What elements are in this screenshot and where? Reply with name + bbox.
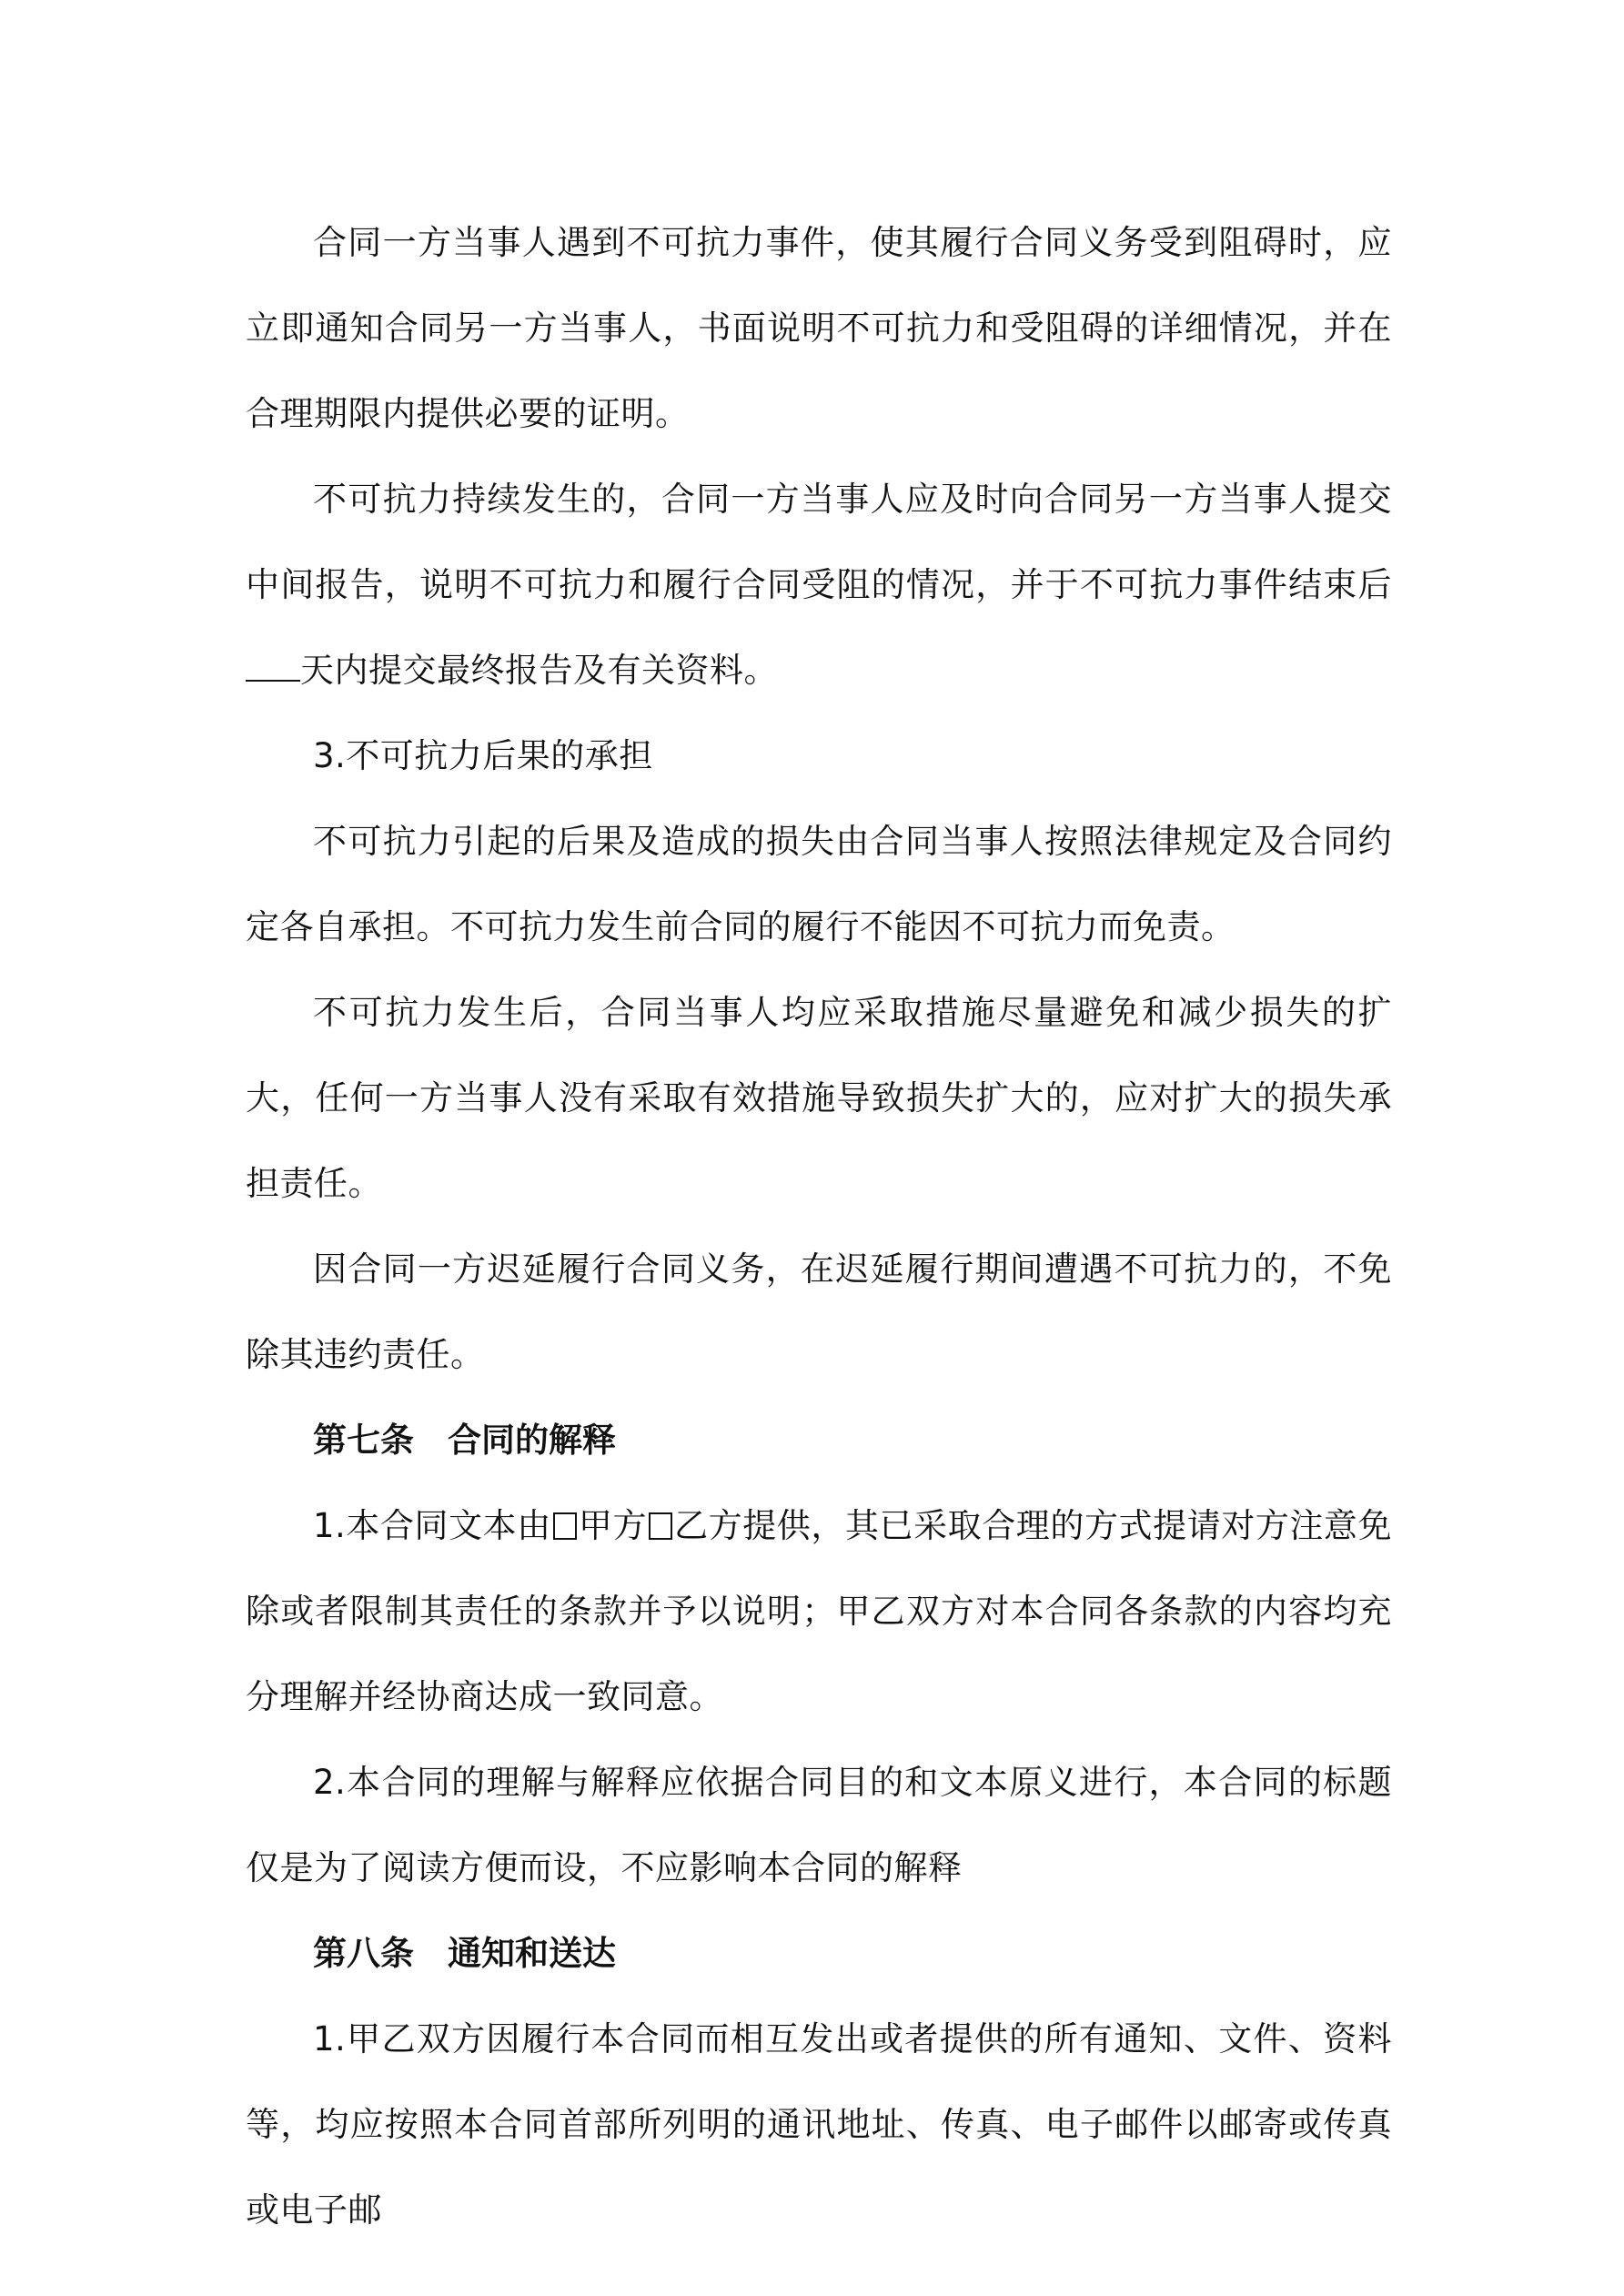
paragraph-text-continued: 提供，其已采取合理的方式提请对方注意免除或者限制其责任的条款并予以说明；甲乙双方对本合同各条款的内容均充分理解并经协商达成一致同意。 [246,1506,1393,1716]
paragraph-notices: 1.甲乙双方因履行本合同而相互发出或者提供的所有通知、文件、资料等，均应按照本合同首部所列明的通讯地址、传真、电子邮件以邮寄或传真或电子邮 [246,2019,1392,2230]
paragraph-force-majeure-notice: 合同一方当事人遇到不可抗力事件，使其履行合同义务受到阻碍时，应立即通知合同另一方当事人，书面说明不可抗力和受阻碍的详细情况，并在合理期限内提供必要的证明。 [246,223,1392,433]
section-heading-article-7 [246,1398,1392,1483]
paragraph-interim-report-text: 不可抗力持续发生的，合同一方当事人应及时向合同另一方当事人提交中间报告，说明不可抗力和履行合同受阻的情况，并于不可抗力事件结束后 [246,480,1392,604]
checkbox-label-party-b: 乙方 [674,1506,743,1545]
paragraph-loss-bearing: 不可抗力引起的后果及造成的损失由合同当事人按照法律规定及合同约定各自承担。不可抗力发生前合同的履行不能因不可抗力而免责。 [246,822,1392,946]
days-blank-field [246,652,300,682]
paragraph-interpretation: 2.本合同的理解与解释应依据合同目的和文本原义进行，本合同的标题仅是为了阅读方便而设，不应影响本合同的解释 [246,1763,1392,1887]
paragraph-interim-report [246,457,1392,713]
section-heading-article-8 [246,1911,1392,1997]
checkbox-party-b[interactable] [649,1512,672,1540]
checkbox-label-party-a: 甲方 [578,1506,648,1545]
section-number: 第七条 [313,1421,414,1460]
section-number: 第八条 [313,1934,414,1973]
paragraph-text: 1.本合同文本由 [313,1506,551,1545]
paragraph-mitigation: 不可抗力发生后，合同当事人均应采取措施尽量避免和减少损失的扩大，任何一方当事人没有采取有效措施导致损失扩大的，应对扩大的损失承担责任。 [246,993,1392,1203]
checkbox-party-a[interactable] [553,1512,577,1540]
section-title: 合同的解释 [448,1421,616,1460]
subheading-consequences: 3.不可抗力后果的承担 [313,736,653,775]
paragraph-interim-report-text-end: 天内提交最终报告及有关资料。 [300,651,778,690]
section-title: 通知和送达 [448,1934,616,1973]
paragraph-contract-text-provider [246,1483,1392,1740]
paragraph-delay-liability: 因合同一方迟延履行合同义务，在迟延履行期间遭遇不可抗力的，不免除其违约责任。 [246,1249,1392,1374]
document-body [246,200,1392,2253]
